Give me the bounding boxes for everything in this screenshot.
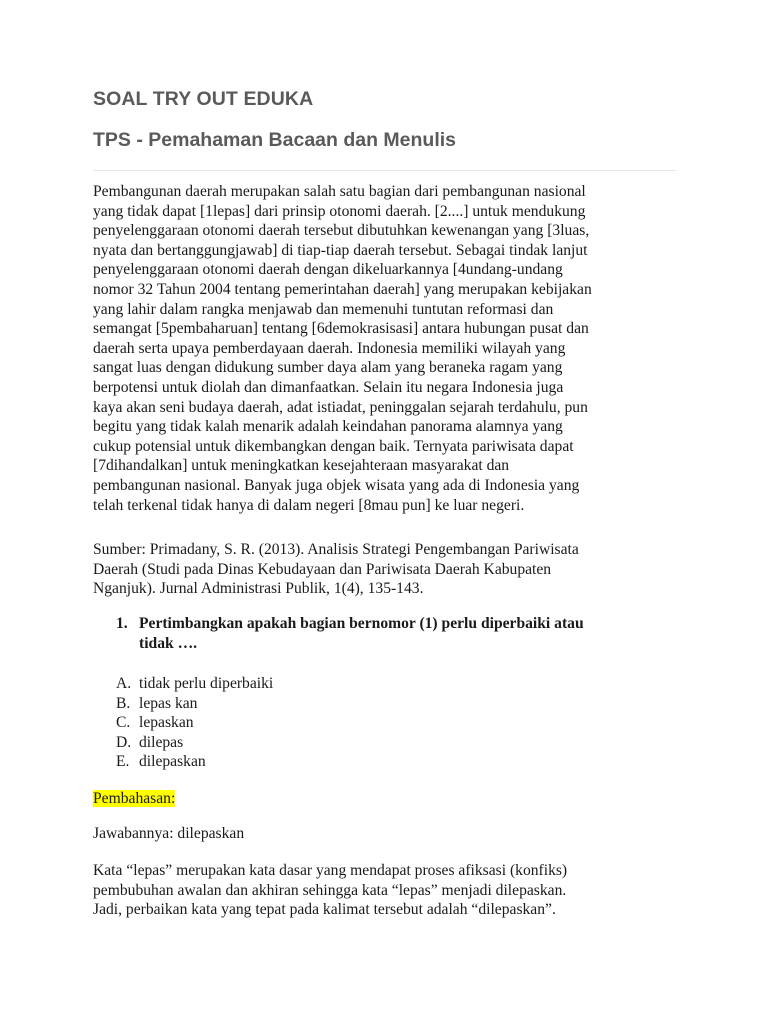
answer-options bbox=[116, 674, 273, 772]
header-divider bbox=[93, 170, 676, 171]
page-title: SOAL TRY OUT EDUKA bbox=[93, 88, 314, 110]
question-text bbox=[139, 614, 584, 653]
option-text: dilepaskan bbox=[139, 753, 206, 771]
option-text: lepas kan bbox=[139, 694, 198, 712]
option-letter: D. bbox=[116, 733, 132, 751]
explanation bbox=[93, 861, 567, 920]
option-a[interactable] bbox=[116, 674, 273, 694]
passage-line: penyelenggaraan otonomi daerah tersebut dibutuhkan kewenangan yang [3luas, bbox=[93, 222, 590, 240]
source-line: Daerah (Studi pada Dinas Kebudayaan dan Pariwisata Daerah Kabupaten bbox=[93, 560, 552, 578]
answer-text: Jawabannya: dilepaskan bbox=[93, 825, 245, 842]
option-letter: E. bbox=[116, 753, 130, 771]
highlighted-heading: Pembahasan: bbox=[93, 790, 176, 807]
option-b[interactable] bbox=[116, 694, 273, 714]
page-subtitle: TPS - Pemahaman Bacaan dan Menulis bbox=[93, 129, 457, 151]
passage-line: kaya akan seni budaya daerah, adat istiadat, peninggalan sejarah terdahulu, pun bbox=[93, 398, 588, 416]
passage-line: nyata dan bertanggungjawab] di tiap-tiap daerah tersebut. Sebagai tindak lanjut bbox=[93, 241, 588, 259]
explanation-line: Jadi, perbaikan kata yang tepat pada kalimat tersebut adalah “dilepaskan”. bbox=[93, 901, 556, 919]
passage-line: [7dihandalkan] untuk meningkatkan kesejahteraan masyarakat dan bbox=[93, 457, 510, 475]
option-text: dilepas bbox=[139, 733, 184, 751]
option-letter: B. bbox=[116, 694, 131, 712]
question-number: 1. bbox=[116, 615, 128, 632]
question-line: Pertimbangkan apakah bagian bernomor (1) perlu diperbaiki atau bbox=[139, 615, 584, 632]
discussion-heading bbox=[93, 789, 175, 809]
passage-line: yang lahir dalam rangka menjawab dan memenuhi tuntutan reformasi dan bbox=[93, 300, 554, 318]
passage-line: penyelenggaraan otonomi daerah dengan dikeluarkannya [4undang-undang bbox=[93, 261, 563, 279]
passage-line: semangat [5pembaharuan] tentang [6demokrasisasi] antara hubungan pusat dan bbox=[93, 320, 589, 338]
answer-line bbox=[93, 824, 244, 844]
passage-line: daerah serta upaya pemberdayaan daerah. Indonesia memiliki wilayah yang bbox=[93, 339, 566, 357]
option-d[interactable] bbox=[116, 733, 273, 753]
option-letter: C. bbox=[116, 714, 131, 732]
passage-line: nomor 32 Tahun 2004 tentang pemerintahan daerah] yang merupakan kebijakan bbox=[93, 280, 592, 298]
passage-line: yang tidak dapat [1lepas] dari prinsip otonomi daerah. [2....] untuk mendukung bbox=[93, 202, 586, 220]
passage-line: begitu yang tidak kalah menarik adalah keindahan panorama alamnya yang bbox=[93, 418, 563, 436]
option-letter: A. bbox=[116, 675, 132, 692]
option-text: tidak perlu diperbaiki bbox=[139, 675, 274, 692]
passage-line: telah terkenal tidak hanya di dalam negeri [8mau pun] ke luar negeri. bbox=[93, 496, 525, 514]
passage-line: cukup potensial untuk dikembangkan dengan baik. Ternyata pariwisata dapat bbox=[93, 437, 574, 455]
passage-line: Pembangunan daerah merupakan salah satu bagian dari pembangunan nasional bbox=[93, 183, 586, 200]
passage-line: berpotensi untuk diolah dan dimanfaatkan. Selain itu negara Indonesia juga bbox=[93, 378, 564, 396]
option-text: lepaskan bbox=[139, 714, 194, 732]
passage-line: sangat luas dengan didukung sumber daya alam yang beraneka ragam yang bbox=[93, 359, 563, 377]
source-citation bbox=[93, 540, 579, 599]
source-line: Sumber: Primadany, S. R. (2013). Analisis Strategi Pengembangan Pariwisata bbox=[93, 541, 579, 558]
passage-line: pembangunan nasional. Banyak juga objek wisata yang ada di Indonesia yang bbox=[93, 476, 580, 494]
source-line: Nganjuk). Jurnal Administrasi Publik, 1(4), 135-143. bbox=[93, 580, 424, 598]
option-c[interactable] bbox=[116, 713, 273, 733]
question-line: tidak …. bbox=[139, 634, 198, 652]
explanation-line: pembubuhan awalan dan akhiran sehingga kata “lepas” menjadi dilepaskan. bbox=[93, 881, 567, 899]
explanation-line: Kata “lepas” merupakan kata dasar yang mendapat proses afiksasi (konfiks) bbox=[93, 862, 568, 879]
reading-passage bbox=[93, 182, 592, 515]
option-e[interactable] bbox=[116, 752, 273, 772]
